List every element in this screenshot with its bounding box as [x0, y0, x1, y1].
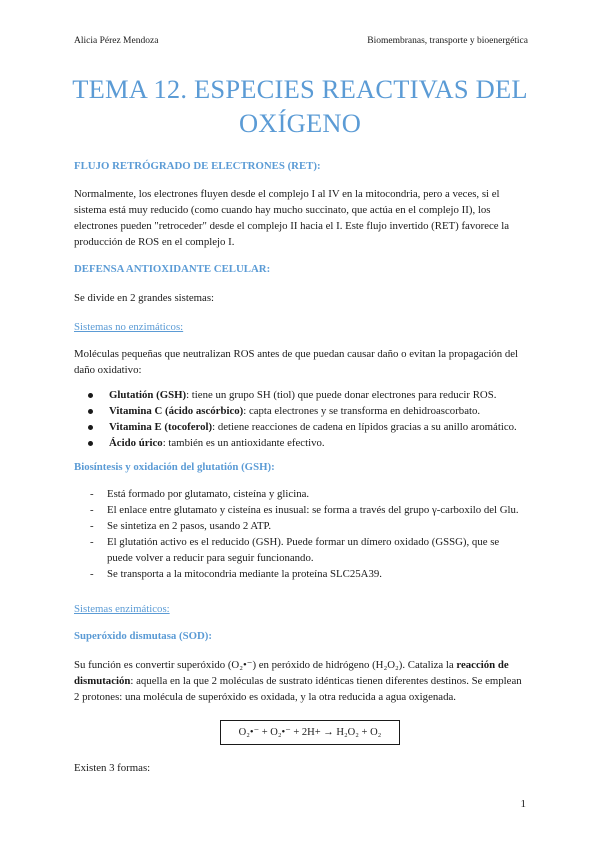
sod-text-before: Su función es convertir superóxido (O₂•⁻) en peróxido de hidrógeno (H₂O₂). Cataliza la: [74, 659, 457, 671]
defense-intro: Se divide en 2 grandes sistemas:: [74, 292, 215, 304]
item-text: Se transporta a la mitocondria mediante la proteína SLC25A39.: [107, 568, 382, 580]
item-text: Se sintetiza en 2 pasos, usando 2 ATP.: [107, 520, 272, 532]
list-item: [74, 387, 526, 403]
header-subject: Biomembranas, transporte y bioenergética: [367, 36, 528, 46]
dash-marker: -: [90, 536, 94, 548]
bullet-icon: [88, 409, 93, 414]
list-item: [74, 403, 526, 419]
item-text: El glutatión activo es el reducido (GSH). Puede formar un dímero oxidado (GSSG), que se puede volver a reducir para seguir funcionando.: [107, 536, 500, 564]
bullet-icon: [88, 393, 93, 398]
ret-heading: FLUJO RETRÓGRADO DE ELECTRONES (RET):: [74, 160, 321, 172]
gsh-list-block: [74, 486, 526, 582]
enzymatic-heading-block: [74, 601, 526, 617]
item-term: Glutatión (GSH): [109, 389, 187, 401]
antioxidant-list: [74, 387, 526, 451]
sod-paragraph: [74, 657, 526, 705]
header-author: Alicia Pérez Mendoza: [74, 36, 159, 46]
list-item: [74, 419, 526, 435]
list-item: [74, 435, 526, 451]
bullet-icon: [88, 441, 93, 446]
gsh-heading: Biosíntesis y oxidación del glutatión (GSH):: [74, 461, 275, 473]
gsh-list: [74, 486, 526, 582]
title-line-2: OXÍGENO: [238, 108, 362, 138]
title-line-1: TEMA 12. ESPECIES REACTIVAS DEL: [72, 74, 528, 104]
dash-marker: -: [90, 520, 94, 532]
item-term: Vitamina C (ácido ascórbico): [109, 405, 244, 417]
item-text: : tiene un grupo SH (tiol) que puede donar electrones para reducir ROS.: [186, 389, 497, 401]
list-item: [74, 534, 526, 566]
sod-term: reacción de dismutación: [74, 659, 509, 687]
dash-marker: -: [90, 504, 94, 516]
antioxidant-list-block: [74, 387, 526, 451]
sod-heading: Superóxido dismutasa (SOD):: [74, 630, 212, 642]
page-title: [60, 72, 540, 140]
list-item: [74, 486, 526, 502]
ret-section: [74, 158, 526, 174]
list-item: [74, 566, 526, 582]
sod-heading-block: [74, 628, 526, 644]
ret-paragraph: Normalmente, los electrones fluyen desde el complejo I al IV en la mitocondria, pero a veces, si el sistema está muy reducido (como cuando hay mucho succinato, que actúa en el complejo II), los electrones pueden "retroceder" desde el complejo II hacia el I. Este flujo invertido (RET) favorece la producción de ROS en el complejo I.: [74, 188, 510, 248]
item-text: Está formado por glutamato, cisteína y glicina.: [107, 488, 310, 500]
non-enzymatic-heading: Sistemas no enzimáticos:: [74, 321, 184, 333]
non-enzymatic-heading-block: [74, 319, 526, 335]
item-text: El enlace entre glutamato y cisteína es inusual: se forma a través del grupo γ-carboxilo del Glu.: [107, 504, 519, 516]
item-term: Vitamina E (tocoferol): [109, 421, 213, 433]
defense-heading-block: [74, 261, 526, 277]
gsh-heading-block: [74, 459, 526, 475]
dismutation-equation: O₂•⁻ + O₂•⁻ + 2H+ → H₂O₂ + O₂: [220, 720, 400, 745]
page-number: 1: [520, 798, 526, 810]
item-term: Ácido úrico: [109, 437, 163, 449]
sod-text-after: : aquella en la que 2 moléculas de sustrato idénticas tienen diferentes destinos. Se emplean 2 protones: una molécula de superóxido es oxidada, y la otra reducida a agua oxigenada.: [74, 675, 522, 703]
non-enzymatic-paragraph: Moléculas pequeñas que neutralizan ROS antes de que puedan causar daño o evitan la propagación del daño oxidativo:: [74, 348, 519, 376]
enzymatic-heading: Sistemas enzimáticos:: [74, 603, 170, 615]
item-text: : capta electrones y se transforma en dehidroascorbato.: [243, 405, 481, 417]
dash-marker: -: [90, 488, 94, 500]
dash-marker: -: [90, 568, 94, 580]
sod-forms: Existen 3 formas:: [74, 762, 151, 774]
item-text: : también es un antioxidante efectivo.: [162, 437, 325, 449]
defense-heading: DEFENSA ANTIOXIDANTE CELULAR:: [74, 263, 271, 275]
bullet-icon: [88, 425, 93, 430]
item-text: : detiene reacciones de cadena en lípidos gracias a su anillo aromático.: [212, 421, 517, 433]
list-item: [74, 518, 526, 534]
list-item: [74, 502, 526, 518]
